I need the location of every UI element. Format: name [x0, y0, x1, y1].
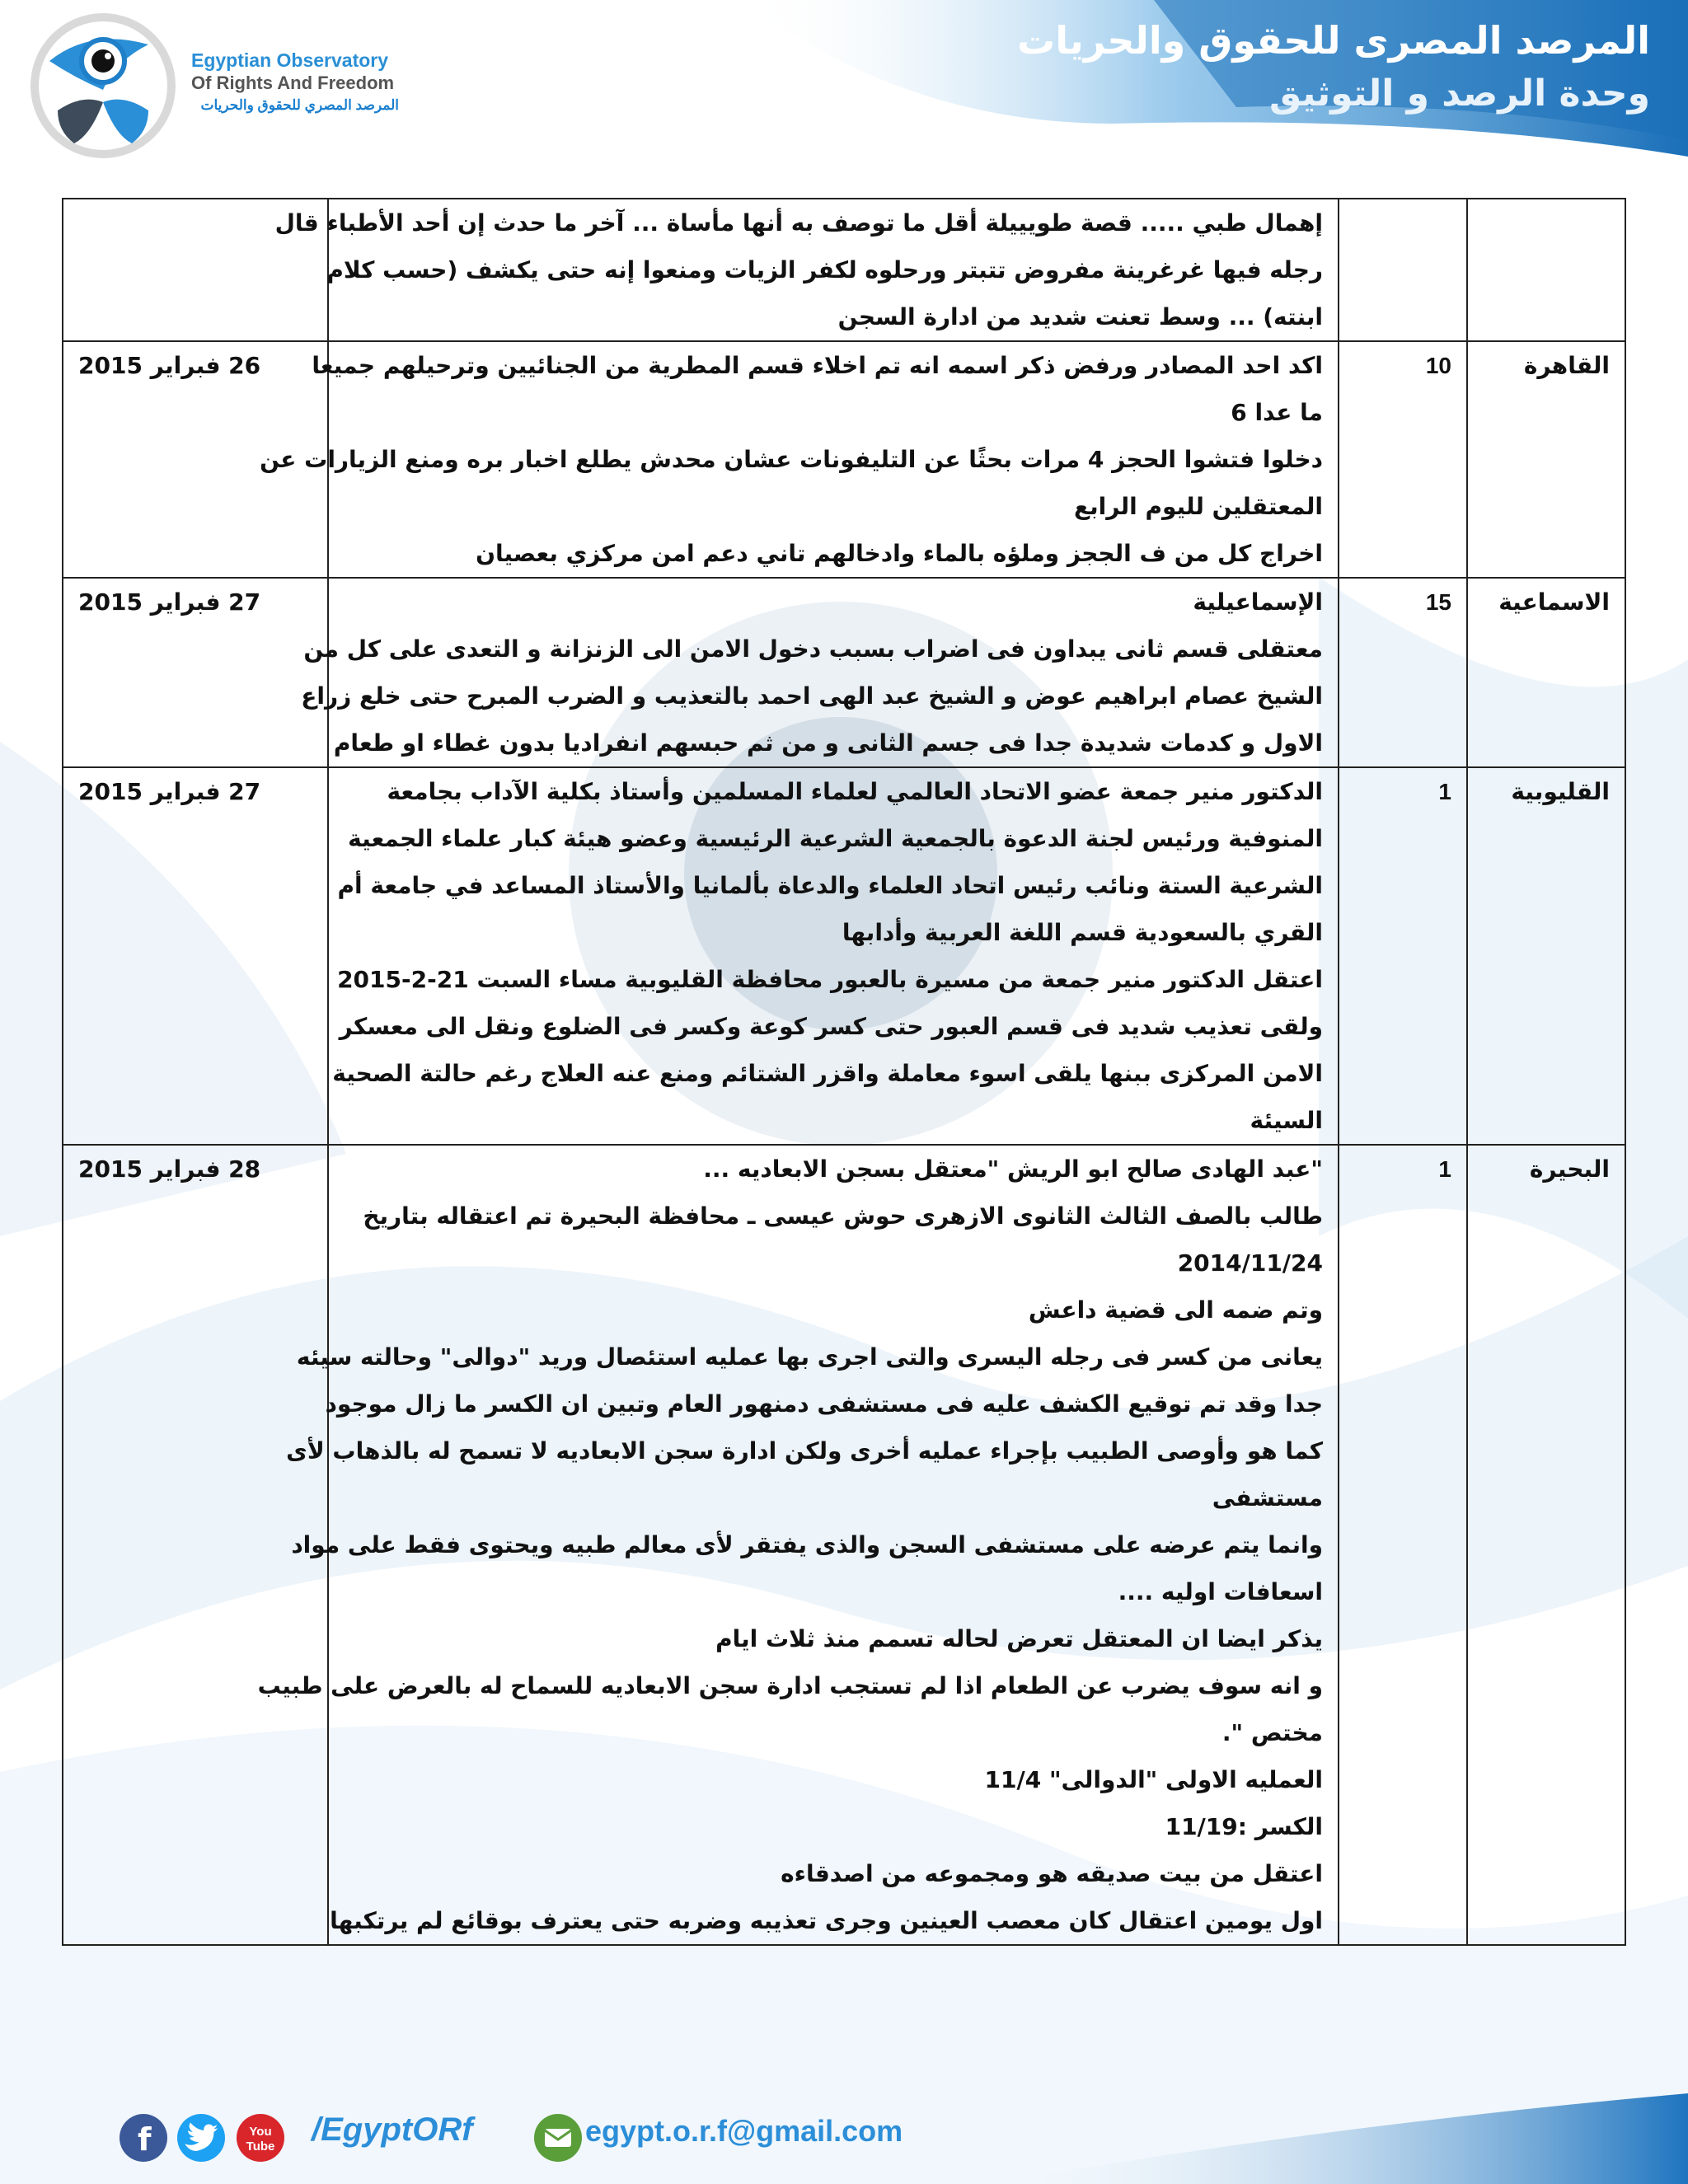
cell-governorate: البحيرة	[1467, 1145, 1625, 1945]
detail-line: الشرعية الستة ونائب رئيس اتحاد العلماء والدعاة بألمانيا والأستاذ المساعد في جامعة أم	[337, 872, 1323, 899]
twitter-icon[interactable]	[177, 2114, 225, 2162]
cell-date: 27 فبراير 2015	[78, 588, 261, 616]
logo-text-arabic: المرصد المصري للحقوق والحريات	[200, 97, 399, 113]
detail-line: ابنته) ... وسط تعنت شديد من ادارة السجن	[837, 303, 1323, 330]
detail-line: الاول و كدمات شديدة جدا فى جسم الثانى و من ثم حبسهم انفراديا بدون غطاء او طعام	[333, 729, 1323, 757]
detail-line: وانما يتم عرضه على مستشفى السجن والذى يفتقر لأى معالم طبيه ويحتوى فقط على مواد	[291, 1531, 1323, 1558]
svg-text:f: f	[138, 2121, 152, 2158]
detail-line: ما عدا 6	[1231, 399, 1323, 426]
detail-line: اعتقل من بيت صديقه هو ومجموعه من اصدقاءه	[781, 1860, 1323, 1887]
table-row	[63, 199, 1625, 341]
table-row	[63, 341, 1625, 578]
email-link[interactable]: egypt.o.r.f@gmail.com	[585, 2114, 903, 2148]
cell-date: 26 فبراير 2015	[78, 352, 261, 379]
social-handle-link[interactable]: /EgyptORf	[312, 2111, 473, 2148]
detail-line: العمليه الاولى "الدوالى" 11/4	[984, 1766, 1323, 1793]
detail-line: إهمال طبي ..... قصة طويييلة أقل ما توصف به أنها مأساة ... آخر ما حدث إن أحد الأطباء قال	[274, 209, 1323, 237]
detail-line: "عبد الهادى صالح ابو الريش "معتقل بسجن الابعاديه ...	[703, 1155, 1323, 1183]
detail-line: دخلوا فتشوا الحجز 4 مرات بحثًا عن التليفونات عشان محدش يطلع اخبار بره ومنع الزيارات عن	[260, 446, 1323, 473]
cell-date-wrap	[63, 1145, 328, 1945]
detail-line: مختص ".	[1221, 1719, 1323, 1746]
organization-logo	[25, 12, 181, 160]
detail-line: المعتقلين لليوم الرابع	[1073, 493, 1323, 520]
detail-line: معتقلى قسم ثانى يبداون فى اضراب بسبب دخول الامن الى الزنزانة و التعدى على كل من	[303, 635, 1323, 663]
cell-count: 15	[1339, 578, 1467, 767]
cell-date-wrap	[63, 578, 328, 767]
email-icon	[534, 2114, 582, 2162]
youtube-icon[interactable]	[237, 2114, 284, 2162]
cell-count: 10	[1339, 341, 1467, 578]
detail-line: 2014/11/24	[1177, 1249, 1323, 1277]
detail-line: يذكر ايضا ان المعتقل تعرض لحاله تسمم منذ ثلاث ايام	[715, 1625, 1323, 1652]
header-subtitle: وحدة الرصد و التوثيق	[1269, 73, 1650, 115]
detail-line: كما هو وأوصى الطبيب بإجراء عمليه أخرى ولكن ادارة سجن الابعاديه لا تسمح له بالذهاب لأى	[286, 1437, 1323, 1465]
cell-count: 1	[1339, 1145, 1467, 1945]
detail-line: ولقى تعذيب شديد فى قسم العبور حتى كسر كوعة وكسر فى الضلوع ونقل الى معسكر	[339, 1013, 1323, 1040]
detail-line: اكد احد المصادر ورفض ذكر اسمه انه تم اخلاء قسم المطرية من الجنائيين وترحيلهم جميعا	[312, 352, 1323, 379]
detail-line: اخراج كل من ف الججز وملؤه بالماء وادخالهم تاني دعم امن مركزي بعصيان	[476, 540, 1323, 567]
detail-line: و انه سوف يضرب عن الطعام اذا لم تستجب ادارة سجن الابعاديه للسماح له بالعرض على طبيب	[257, 1672, 1323, 1699]
cell-governorate: الاسماعية	[1467, 578, 1625, 767]
cell-details	[274, 199, 1339, 341]
cell-date: 27 فبراير 2015	[78, 778, 261, 805]
detail-line: يعانى من كسر فى رجله اليسرى والتى اجرى بها عمليه استئصال وريد "دوالى" وحالته سيئه	[296, 1343, 1323, 1371]
cell-date-wrap	[63, 767, 328, 1145]
detail-line: وتم ضمه الى قضية داعش	[1028, 1296, 1323, 1324]
facebook-icon[interactable]	[120, 2114, 167, 2162]
cell-details	[257, 1145, 1339, 1945]
cell-count	[1339, 199, 1467, 341]
detail-line: اعتقل الدكتور منير جمعة من مسيرة بالعبور محافظة القليوبية مساء السبت 21-2-2015	[337, 966, 1323, 993]
detail-line: مستشفى	[1212, 1484, 1323, 1511]
violations-table	[62, 198, 1626, 1946]
detail-line: طالب بالصف الثالث الثانوى الازهرى حوش عيسى ـ محافظة البحيرة تم اعتقاله بتاريخ	[363, 1202, 1323, 1230]
cell-details	[260, 341, 1339, 578]
cell-count: 1	[1339, 767, 1467, 1145]
detail-line: الامن المركزى ببنها يلقى اسوء معاملة واقزر الشتائم ومنع عنه العلاج رغم حالتة الصحية	[332, 1060, 1323, 1087]
table-row	[63, 578, 1625, 767]
detail-line: الشيخ عصام ابراهيم عوض و الشيخ عبد الهى احمد بالتعذيب و الضرب المبرح حتى خلع زراع	[301, 682, 1323, 710]
logo-text-english-2: Of Rights And Freedom	[191, 73, 395, 93]
detail-line: الإسماعيلية	[1193, 588, 1323, 616]
cell-governorate	[1467, 199, 1625, 341]
cell-date: 28 فبراير 2015	[78, 1155, 261, 1183]
cell-details	[301, 578, 1339, 767]
detail-line: رجله فيها غرغرينة مفروض تتبتر ورحلوه لكفر الزيات ومنعوا إنه حتى يكشف (حسب كلام	[326, 256, 1323, 284]
detail-line: السيئة	[1250, 1107, 1323, 1134]
cell-details	[328, 767, 1339, 1145]
table-body	[63, 199, 1625, 1945]
detail-line: القري بالسعودية قسم اللغة العربية وأدابها	[842, 919, 1323, 946]
header-title: المرصد المصرى للحقوق والحريات	[1017, 18, 1650, 63]
logo-text-english-1: Egyptian Observatory	[191, 49, 389, 71]
cell-governorate: القليوبية	[1467, 767, 1625, 1145]
table-row	[63, 767, 1625, 1145]
table-row	[63, 1145, 1625, 1945]
detail-line: المنوفية ورئيس لجنة الدعوة بالجمعية الشرعية الرئيسية وعضو هيئة كبار علماء الجمعية	[348, 825, 1323, 852]
detail-line: اسعافات اوليه ....	[1118, 1578, 1323, 1605]
cell-governorate: القاهرة	[1467, 341, 1625, 578]
detail-line: الدكتور منير جمعة عضو الاتحاد العالمي لعلماء المسلمين وأستاذ بكلية الآداب بجامعة	[387, 778, 1323, 805]
detail-line: اول يومين اعتقال كان معصب العينين وجرى تعذيبه وضربه حتى يعترف بوقائع لم يرتكبها	[330, 1907, 1323, 1934]
svg-text:You: You	[249, 2125, 272, 2139]
detail-line: الكسر :11/19	[1165, 1813, 1323, 1840]
svg-text:Tube: Tube	[246, 2139, 275, 2154]
detail-line: جدا وقد تم توقيع الكشف عليه فى مستشفى دمنهور العام وتبين ان الكسر ما زال موجود	[325, 1390, 1323, 1418]
